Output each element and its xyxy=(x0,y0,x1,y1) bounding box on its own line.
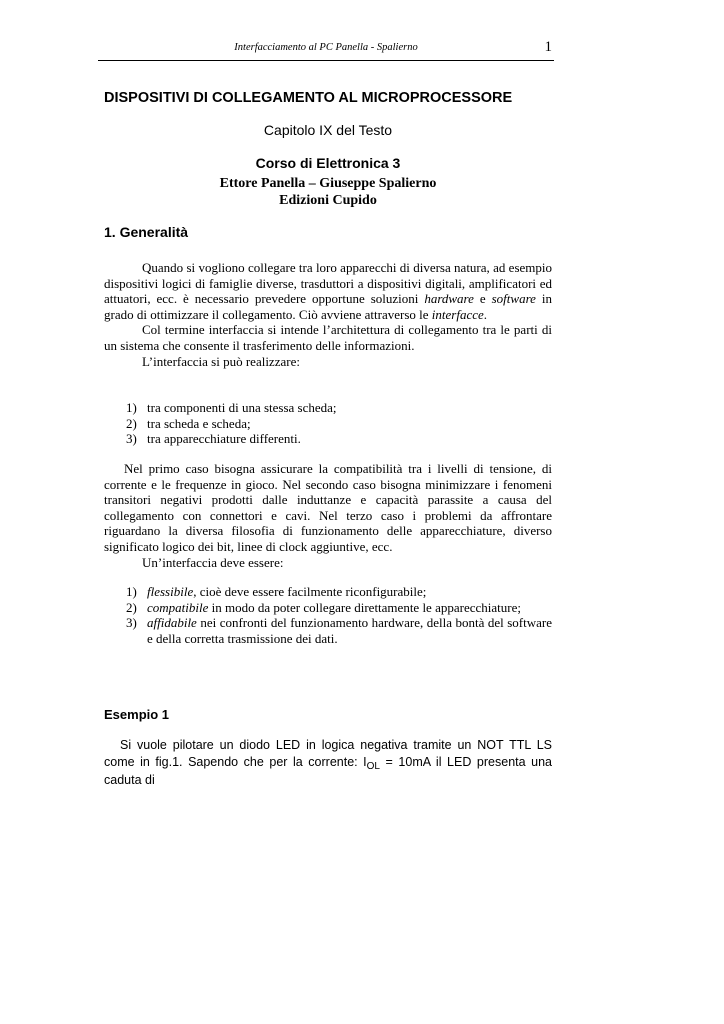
paragraph-definition: Col termine interfaccia si intende l’architettura di collegamento tra le parti di un sistema che consente il trasferimento delle informazioni. xyxy=(104,322,552,353)
intro-paragraphs xyxy=(104,260,552,369)
list-item: 2) tra scheda e scheda; xyxy=(126,415,251,431)
paragraph-intro: Quando si vogliono collegare tra loro apparecchi di diversa natura, ad esempio dispositivi logici di famiglie diverse, trasduttori a dispositivi digitali, amplificatori ed attuatori, ecc. è necessario prevedere opportune soluzioni hardware e software in grado di ottimizzare il collegamento. Ciò avviene attraverso le interfacce. xyxy=(104,260,552,322)
cases-paragraphs xyxy=(104,461,552,570)
list-item: 1) tra componenti di una stessa scheda; xyxy=(126,400,337,415)
paragraph-lead: L’interfaccia si può realizzare: xyxy=(142,353,300,369)
publisher: Edizioni Cupido xyxy=(279,193,377,208)
list-item: 3) tra apparecchiature differenti. xyxy=(126,431,301,447)
authors: Ettore Panella – Giuseppe Spalierno xyxy=(219,176,437,191)
page-number: 1 xyxy=(544,39,552,55)
list-item: 3) affidabile nei confronti del funzionamento hardware, della bontà del software e della corretta trasmissione dei dati. xyxy=(126,615,552,646)
list-properties xyxy=(104,584,552,646)
document-title: DISPOSITIVI DI COLLEGAMENTO AL MICROPROCESSORE xyxy=(104,90,513,106)
list-item: 2) compatibile in modo da poter collegare direttamente le apparecchiature; xyxy=(126,599,521,615)
section-heading: 1. Generalità xyxy=(104,224,189,240)
paragraph-requirements: Un’interfaccia deve essere: xyxy=(142,554,284,570)
example-heading: Esempio 1 xyxy=(104,707,170,722)
chapter-subtitle: Capitolo IX del Testo xyxy=(263,122,393,138)
list-levels xyxy=(104,400,552,447)
course-title: Corso di Elettronica 3 xyxy=(255,155,401,171)
example-paragraph: Si vuole pilotare un diodo LED in logica negativa tramite un NOT TTL LS come in fig.1. Sapendo che per la corrente: $I_{OL} = 10mA$ il LED presenta una caduta di xyxy=(104,738,552,787)
paragraph-cases: Nel primo caso bisogna assicurare la compatibilità tra i livelli di tensione, di corrente e le frequenze in gioco. Nel secondo caso bisogna minimizzare i fenomeni transitori negativi prodotti dalle induttanze e capacità parassite a causa del collegamento con connettori e cavi. Nel terzo caso i problemi da affrontare riguardano la diversa filosofia di funzionamento delle apparecchiature, diverso significato logico dei bit, linee di clock aggiuntive, ecc. xyxy=(104,461,552,554)
list-item: 1) flessibile, cioè deve essere facilmente riconfigurabile; xyxy=(126,584,427,599)
page-header xyxy=(98,38,554,61)
header-title: Interfacciamento al PC Panella - Spalierno xyxy=(234,42,418,53)
